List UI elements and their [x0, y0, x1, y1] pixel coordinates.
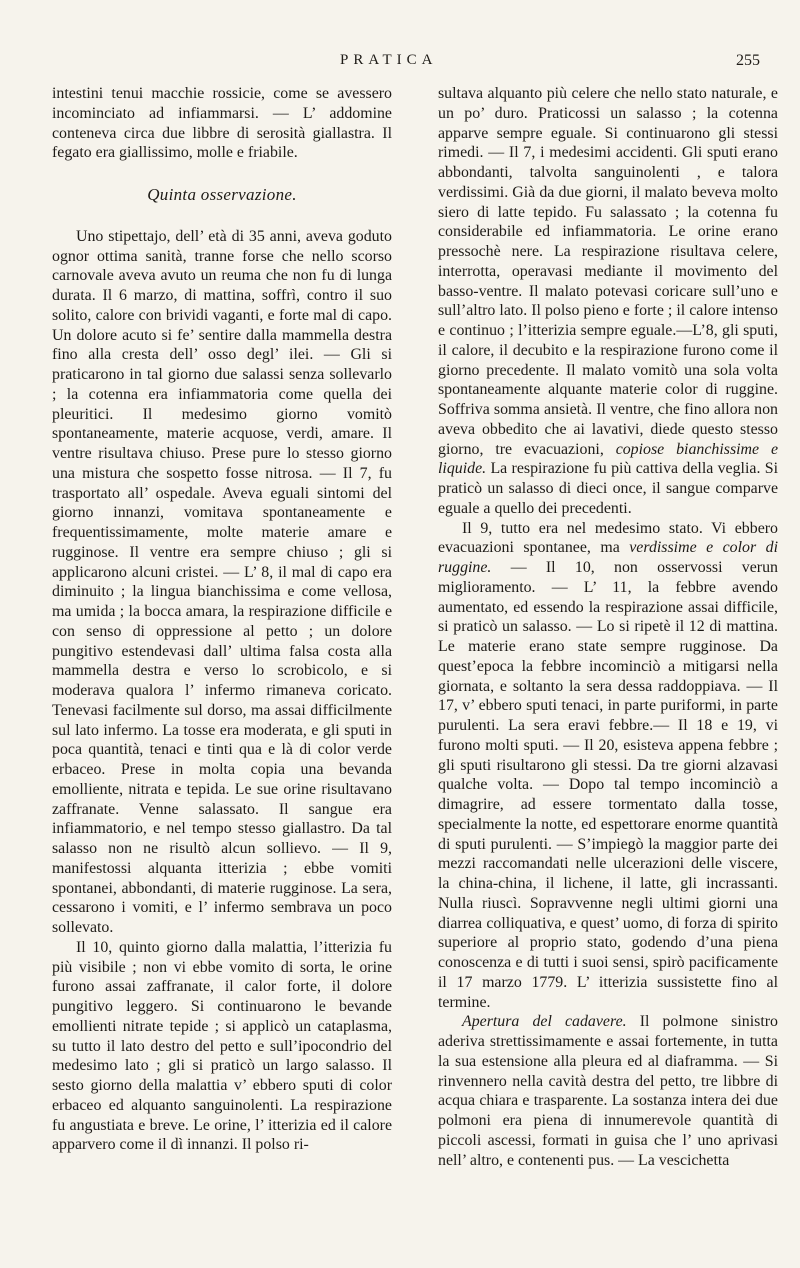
italic-phrase: copiose bianchissime e liquide.	[438, 440, 778, 478]
paragraph: Uno stipettajo, dell’ età di 35 anni, aveva goduto ognor ottima sanità, tranne forse che nello scorso carnovale aveva avuto un reuma che non fu di lunga durata. Il 6 marzo, di mattina, soffrì, contro il suo solito, calore con brividi vaganti, e forte mal di capo. Un dolore acuto si fe’ sentire dalla mammella destra fino alla cresta dell’ osso degl’ ilei. — Gli si praticarono in tal giorno due salassi senza sollevarlo ; la cotenna era infiammatoria come quella dei pleuritici. Il medesimo giorno vomitò spontaneamente, materie acquose, verdi, amare. Il ventre risultava chiuso. Prese pure lo stesso giorno una mistura che sospetto fosse nitrosa. — Il 7, fu trasportato all’ ospedale. Aveva eguali sintomi del giorno innanzi, vomitava spontaneamente e frequentissimamente, molte materie amare e rugginose. Il ventre era sempre chiuso ; gli si applicarono alcuni cristei. — L’ 8, il mal di capo era diminuito ; la lingua bianchissima e come vellosa, ma umida ; la bocca amara, la respirazione difficile e con senso di oppressione al petto ; un dolore pungitivo estendevasi dall’ ultima falsa costa alla mammella destra e verso lo scrobicolo, e si moderava qualora l’ infermo rimaneva coricato. Tenevasi facilmente sul dorso, ma assai difficilmente sul lato infermo. La tosse era moderata, e gli sputi in poca quantità, tenaci e tinti qua e là di color verde erbaceo. Prese in molta copia una bevanda emolliente, nitrata e tepida. Le sue orine risultavano zaffranate. Venne salassato. Il sangue era infiammatorio, e nel tempo stesso giallastro. Da tal salasso non ne risultò alcun sollievo. — Il 9, manifestossi alquanta itterizia ; ebbe vomiti spontanei, abbondanti, di materie rugginose. La sera, cessarono i vomiti, e l’ infermo sembrava un poco sollevato.	[52, 227, 392, 936]
page-number: 255	[736, 52, 760, 69]
paragraph	[438, 519, 778, 1013]
text-run: sultava alquanto più celere che nello stato naturale, e un po’ duro. Praticossi un salasso ; la cotenna apparve sempre eguale. Si continuarono gli stessi rimedi. — Il 7, i medesimi accidenti. Gli sputi erano abbondanti, talvolta sanguinolenti , e talora verdissimi. Già da due giorni, il malato beveva molto siero di latte tepido. Fu salassato ; la cotenna fu considerabile ed infiammatoria. Le orine erano pressochè nere. La respirazione risultava celere, interrotta, operavasi mediante il movimento del basso-ventre. Il malato potevasi coricare sull’uno e sull’altro lato. Il polso pieno e forte ; il calore intenso e continuo ; l’itterizia sempre eguale.—L’8, gli sputi, il calore, il decubito e la respirazione furono come il giorno precedente. Il malato vomitò una sola volta spontaneamente alquante materie color di ruggine. Soffriva somma ansietà. Il ventre, che fino allora non aveva obbedito che ai lavativi, diede questo stesso giorno, tre evacuazioni,	[438, 85, 778, 458]
text-run: — Il 10, non osservossi verun miglioramento. — L’ 11, la febbre avendo aumentato, ed essendo la respirazione assai difficile, si praticò un salasso. — Lo si ripetè il 12 di mattina. Le materie erano state sempre rugginose. Da quest’epoca la febbre incominciò a mitigarsi nella giornata, e soltanto la sera dessa raddoppiava. — Il 17, v’ ebbero sputi tenaci, in parte puriformi, in parte purulenti. La sera eravi febbre.— Il 18 e 19, vi furono molti sputi. — Il 20, esisteva appena febbre ; gli sputi risultarono gli stessi. Da tre giorni alzavasi qualche volta. — Dopo tal tempo incominciò a dimagrire, ad essere tormentato dalla tosse, specialmente la notte, ed espettorare enorme quantità di sputi purulenti. — S’impiegò la maggior parte dei mezzi raccomandati nelle ulcerazioni delle viscere, la china-china, il lichene, il latte, gli incrassanti. Nulla riuscì. Sopravvenne negli ultimi giorni una diarrea colliquativa, e quest’ uomo, di forza di spirito superiore al proprio stato, godendo d’una piena conoscenza e di tutti i suoi sensi, spirò pacificamente il 17 marzo 1779. L’ itterizia sussistette fino al termine.	[438, 559, 778, 1011]
left-column	[52, 84, 392, 1155]
running-head	[0, 52, 800, 76]
text-run: La respirazione fu più cattiva della veglia. Si praticò un salasso di dieci once, il sangue comparve eguale a quello dei precedenti.	[438, 460, 778, 517]
right-column	[438, 84, 778, 1170]
section-heading: Quinta osservazione.	[147, 185, 297, 204]
text-run: Il 9, tutto era nel medesimo stato. Vi ebbero evacuazioni spontanee, ma	[438, 519, 778, 557]
section-heading-inline: Apertura del cadavere.	[462, 1013, 627, 1031]
paragraph: Il 10, quinto giorno dalla malattia, l’itterizia fu più visibile ; non vi ebbe vomito di sorta, le orine furono assai zaffranate, il calor forte, il dolore pungitivo leggero. Si continuarono le bevande emollienti nitrate tepide ; si applicò un cataplasma, su tutto il lato destro del petto e sull’ipocondrio del medesimo lato ; gli si praticò un largo salasso. Il sesto giorno della malattia v’ ebbero sputi di color erbaceo ed alquanto sanguinolenti. La respirazione fu angustiata e breve. Le orine, l’ itterizia ed il calore apparvero come il dì innanzi. Il polso ri-	[52, 938, 392, 1154]
paragraph: intestini tenui macchie rossicie, come se avessero incominciato ad infiammarsi. — L’ addomine conteneva circa due libbre di serosità giallastra. Il fegato era giallissimo, molle e friabile.	[52, 85, 392, 162]
running-title: PRATICA	[340, 52, 438, 68]
paragraph	[438, 1012, 778, 1170]
italic-phrase: verdissime e color di ruggine.	[438, 539, 779, 576]
paragraph	[438, 84, 778, 519]
text-run: Il polmone sinistro aderiva strettissimamente e assai fortemente, in tutta la sua estensione alla pleura ed al diaframma. — Si rinvennero nella cavità destra del petto, tre libbre di acqua chiara e trasparente. La sostanza intera dei due polmoni era piena di innumerevole quantità di piccoli ascessi, formati in guisa che l’ uno aprivasi nell’ altro, e contenenti pus. — La vescichetta	[438, 1013, 778, 1169]
